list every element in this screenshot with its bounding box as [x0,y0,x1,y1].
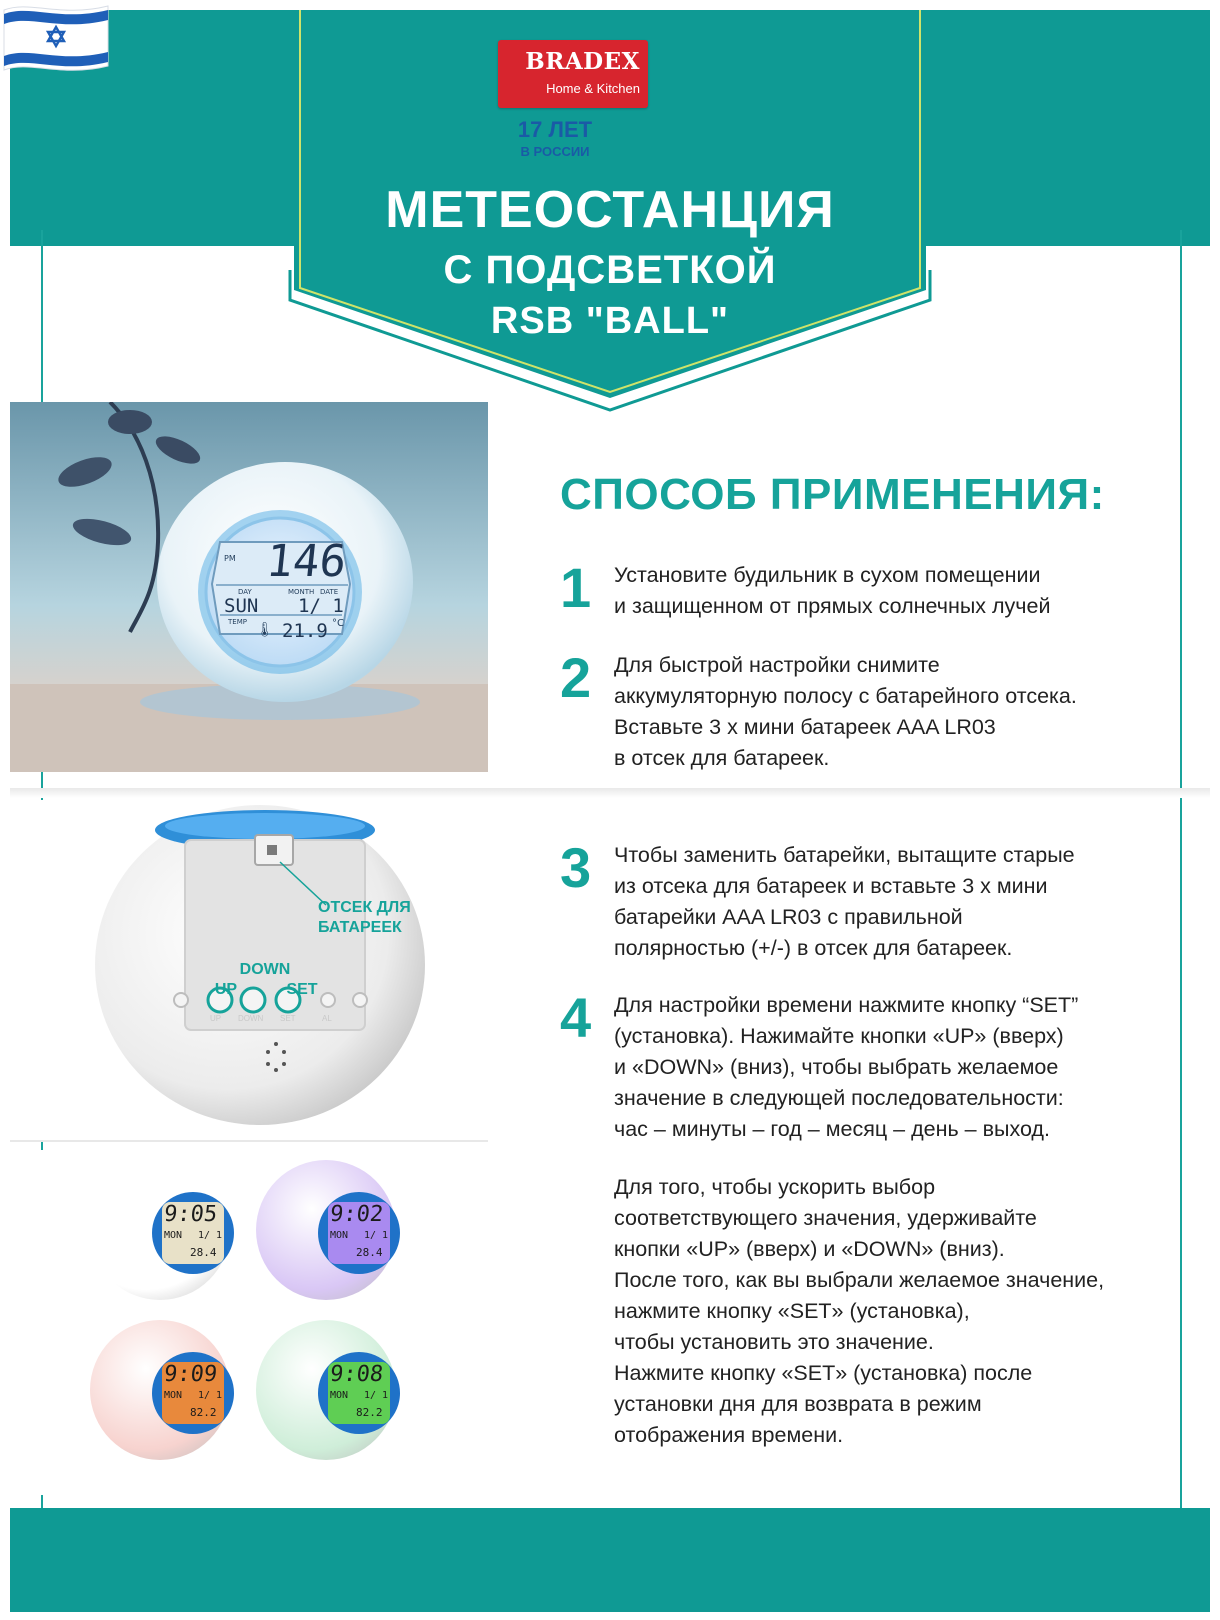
variant-temp: 82.2 [190,1406,217,1419]
variant-time: 9:02 [328,1202,385,1227]
lcd-day: SUN [224,595,259,617]
photo-clock-on-table [10,402,488,772]
step-text: Установите будильник в сухом помещении и защищенном от прямых солнечных лучей [614,563,1051,618]
variant-temp: 28.4 [356,1246,383,1259]
lcd-temp-label: TEMP [228,618,247,626]
israel-flag-icon [0,0,112,80]
title-line-1: МЕТЕОСТАНЦИЯ [385,181,835,239]
lcd-time: 146 [263,536,349,587]
variant-temp: 28.4 [190,1246,217,1259]
variant-time: 9:08 [328,1362,385,1387]
clock-photo-illustration [10,402,488,772]
variant-time: 9:05 [162,1202,219,1227]
title-banner [0,0,1220,420]
small-down-label: DOWN [238,1014,264,1023]
years-badge-sub: В РОССИИ [520,144,590,159]
variant-day: MON [164,1390,183,1401]
brand-subtitle: Home & Kitchen [546,81,640,96]
lcd-day-label: DAY [238,588,252,596]
years-badge: 17 ЛЕТ [517,117,593,142]
brand-name: BRADEX [525,48,640,75]
down-button-callout: DOWN [239,961,291,978]
variant-clock [90,1320,240,1470]
step-text: Чтобы заменить батарейки, вытащите старые из отсека для батареек и вставьте 3 х мини батарейки AAA LR03 с правильной полярностью (+/-) в отсек для батареек. [614,843,1075,960]
battery-compartment-callout [318,898,428,938]
lcd-pm-label: PM [224,554,236,563]
variant-date: 1/ 1 [364,1390,389,1401]
title-line-3: RSB "BALL" [490,300,730,342]
step-number: 1 [560,556,592,619]
step-text: Для настройки времени нажмите кнопку “SET” (установка). Нажимайте кнопки «UP» (вверх) и «DOWN» (вниз), чтобы выбрать желаемое значение в следующей последовательности: час – минуты – год – месяц – день – выход. [614,993,1079,1141]
battery-callout-line-1: ОТСЕК ДЛЯ [318,899,411,916]
step-number: 3 [560,836,592,899]
lcd-unit: °C [332,618,344,629]
variant-day: MON [164,1230,183,1241]
step-text: Для быстрой настройки снимите аккумуляторную полосу с батарейного отсека. Вставьте 3 х мини батареек AAA LR03 в отсек для батареек. [614,653,1077,770]
bottom-teal-band [10,1508,1210,1612]
variant-clock [256,1160,406,1310]
battery-callout-line-2: БАТАРЕЕК [318,919,402,936]
title-line-2: С ПОДСВЕТКОЙ [443,248,777,292]
small-set-label: SET [280,1014,296,1023]
thermometer-icon: 🌡 [256,622,274,638]
usage-extra-text: Для того, чтобы ускорить выбор соответствующего значения, удерживайте кнопки «UP» (вверх) и «DOWN» (вниз). После того, как вы выбрали желаемое значение, нажмите кнопку «SET» (установка), чтобы установить это значение. Нажмите кнопку «SET» (установка) после установки дня для возврата в режим отображения времени. [614,1175,1105,1447]
set-button-callout: SET [286,981,318,998]
photo-color-variants [10,1150,488,1495]
lcd-temp: 21.9 [282,620,328,642]
variant-date: 1/ 1 [364,1230,389,1241]
section-divider [10,788,1210,798]
variant-clock [90,1160,240,1310]
up-button-callout: UP [214,981,238,998]
step-number: 4 [560,986,592,1049]
lcd-month-label: MONTH [288,588,315,596]
bradex-logo [498,40,648,108]
variant-time: 9:09 [162,1362,219,1387]
variant-date: 1/ 1 [198,1230,223,1241]
usage-heading: СПОСОБ ПРИМЕНЕНИЯ: [560,470,1105,519]
step-number: 2 [560,646,592,709]
variant-day: MON [330,1230,349,1241]
small-up-label: UP [210,1014,222,1023]
variant-date: 1/ 1 [198,1390,223,1401]
lcd-date: 1/ 1 [298,595,344,617]
variant-day: MON [330,1390,349,1401]
lcd-date-label: DATE [320,588,339,596]
variant-clock [256,1320,406,1470]
small-al-label: AL [322,1014,332,1023]
variant-temp: 82.2 [356,1406,383,1419]
